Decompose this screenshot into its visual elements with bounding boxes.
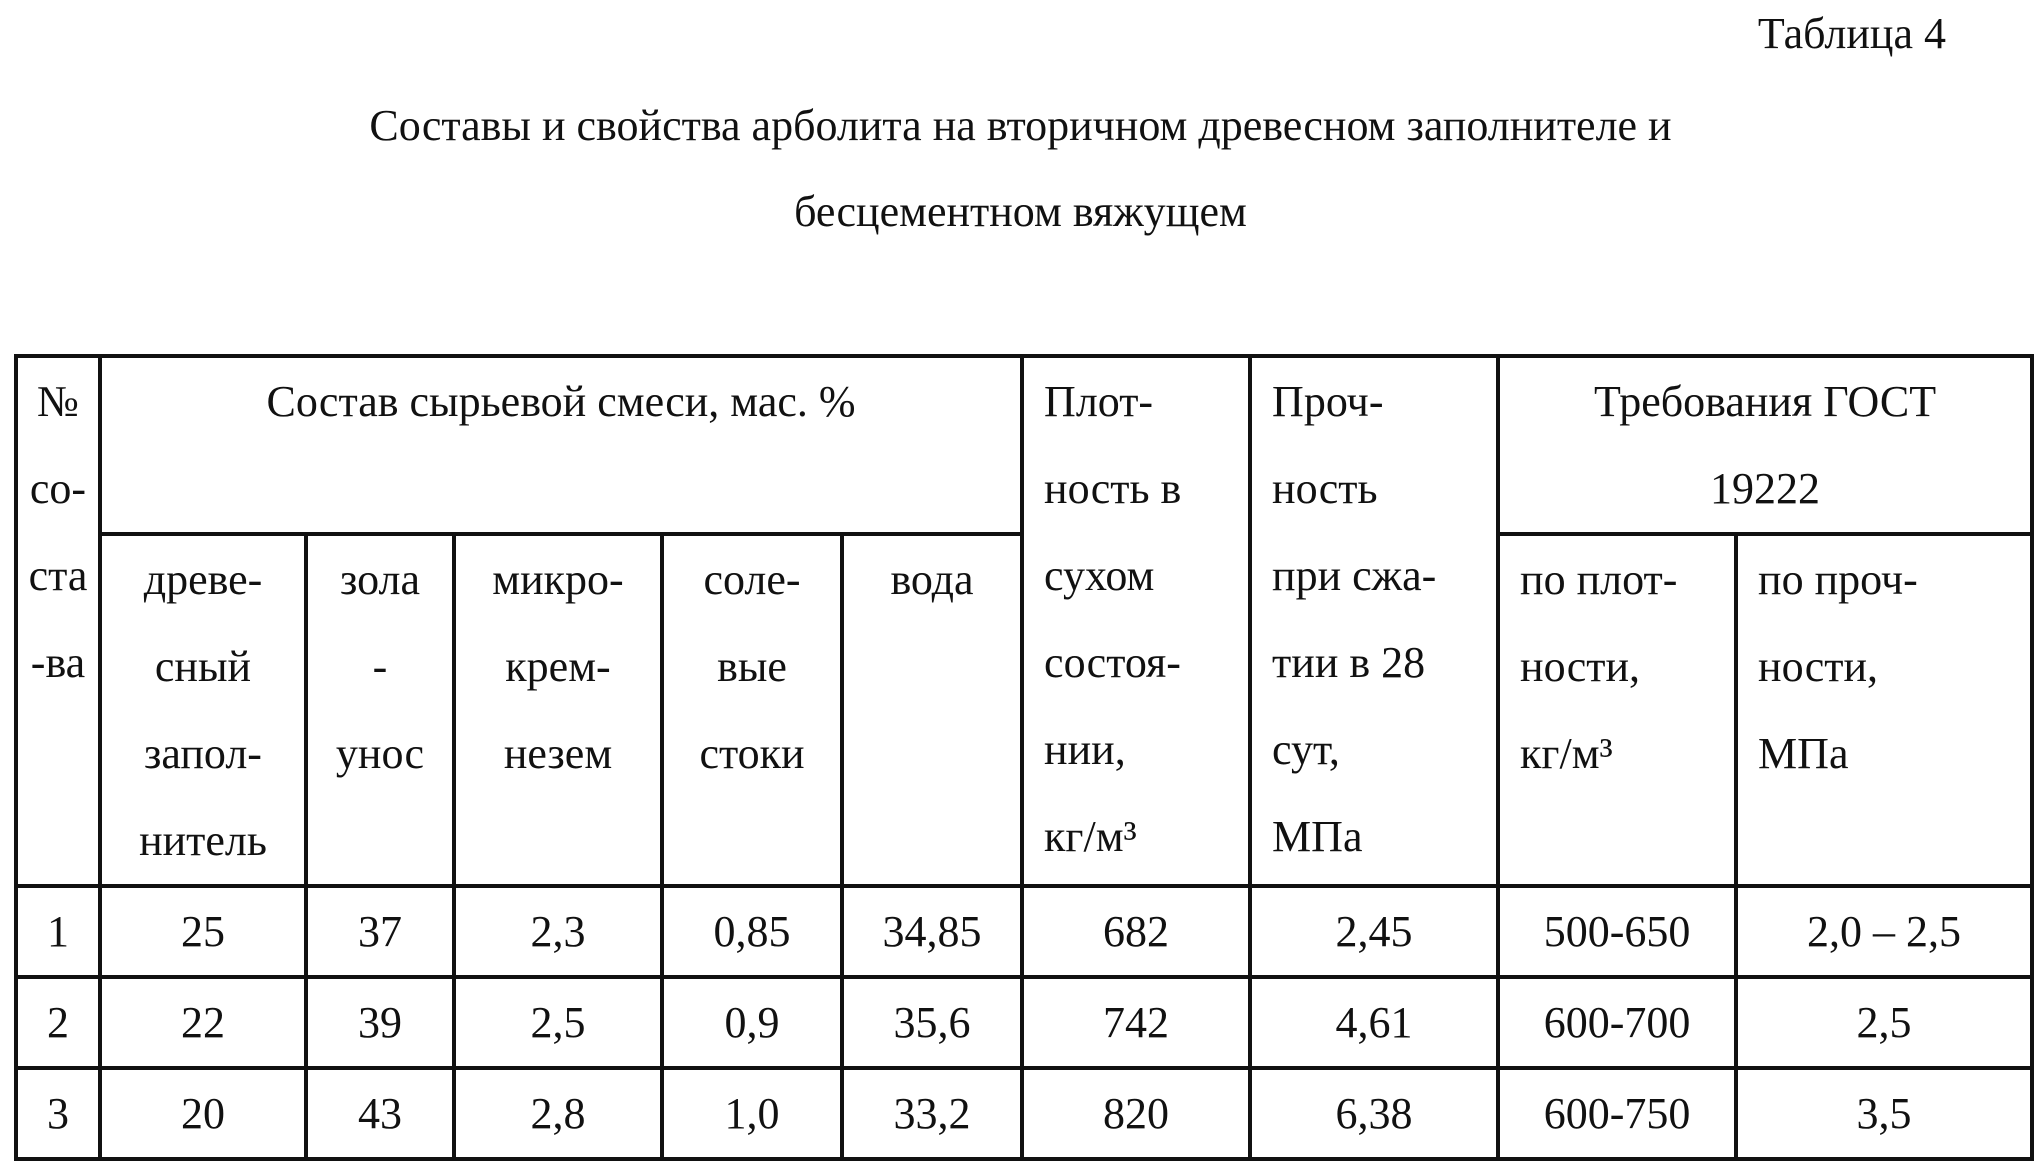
cell-wood-filler: 20	[100, 1068, 306, 1159]
table-row	[16, 1068, 2032, 1159]
cell-gost-density: 600-700	[1498, 977, 1736, 1068]
cell-density: 682	[1022, 886, 1250, 977]
header-gost-requirements: Требования ГОСТ 19222	[1498, 356, 2032, 534]
table-title-line-2: бесцементном вяжущем	[794, 187, 1247, 236]
header-wood-filler: древе- сный запол- нитель	[100, 534, 306, 886]
header-gost-density: по плот- ности, кг/м³	[1498, 534, 1736, 886]
cell-microsilica: 2,3	[454, 886, 662, 977]
cell-number: 1	[16, 886, 100, 977]
cell-gost-strength: 2,5	[1736, 977, 2032, 1068]
cell-gost-density: 600-750	[1498, 1068, 1736, 1159]
cell-gost-strength: 2,0 – 2,5	[1736, 886, 2032, 977]
cell-water: 34,85	[842, 886, 1022, 977]
header-microsilica: микро- крем- незем	[454, 534, 662, 886]
header-gost-strength: по проч- ности, МПа	[1736, 534, 2032, 886]
table-label: Таблица 4	[1757, 9, 1946, 58]
cell-number: 2	[16, 977, 100, 1068]
header-salt-effluent: соле- вые стоки	[662, 534, 842, 886]
cell-microsilica: 2,8	[454, 1068, 662, 1159]
table-row	[16, 886, 2032, 977]
cell-fly-ash: 43	[306, 1068, 454, 1159]
cell-salt-effluent: 0,9	[662, 977, 842, 1068]
header-dry-density: Плот- ность в сухом состоя- нии, кг/м³	[1022, 356, 1250, 886]
header-fly-ash: зола - унос	[306, 534, 454, 886]
cell-gost-strength: 3,5	[1736, 1068, 2032, 1159]
header-compressive-strength: Проч- ность при сжа- тии в 28 сут, МПа	[1250, 356, 1498, 886]
cell-wood-filler: 22	[100, 977, 306, 1068]
cell-water: 33,2	[842, 1068, 1022, 1159]
cell-density: 820	[1022, 1068, 1250, 1159]
cell-number: 3	[16, 1068, 100, 1159]
composition-table	[14, 354, 2034, 1161]
cell-strength: 2,45	[1250, 886, 1498, 977]
table-title-line-1: Составы и свойства арболита на вторичном древесном заполнителе и	[369, 101, 1672, 150]
cell-gost-density: 500-650	[1498, 886, 1736, 977]
cell-wood-filler: 25	[100, 886, 306, 977]
cell-density: 742	[1022, 977, 1250, 1068]
table-row	[16, 977, 2032, 1068]
cell-microsilica: 2,5	[454, 977, 662, 1068]
header-water: вода	[842, 534, 1022, 886]
cell-salt-effluent: 0,85	[662, 886, 842, 977]
cell-strength: 6,38	[1250, 1068, 1498, 1159]
cell-strength: 4,61	[1250, 977, 1498, 1068]
cell-water: 35,6	[842, 977, 1022, 1068]
header-composition-number: № со- ста -ва	[16, 356, 100, 886]
cell-fly-ash: 39	[306, 977, 454, 1068]
cell-salt-effluent: 1,0	[662, 1068, 842, 1159]
header-raw-mix-composition: Состав сырьевой смеси, мас. %	[100, 356, 1022, 534]
cell-fly-ash: 37	[306, 886, 454, 977]
